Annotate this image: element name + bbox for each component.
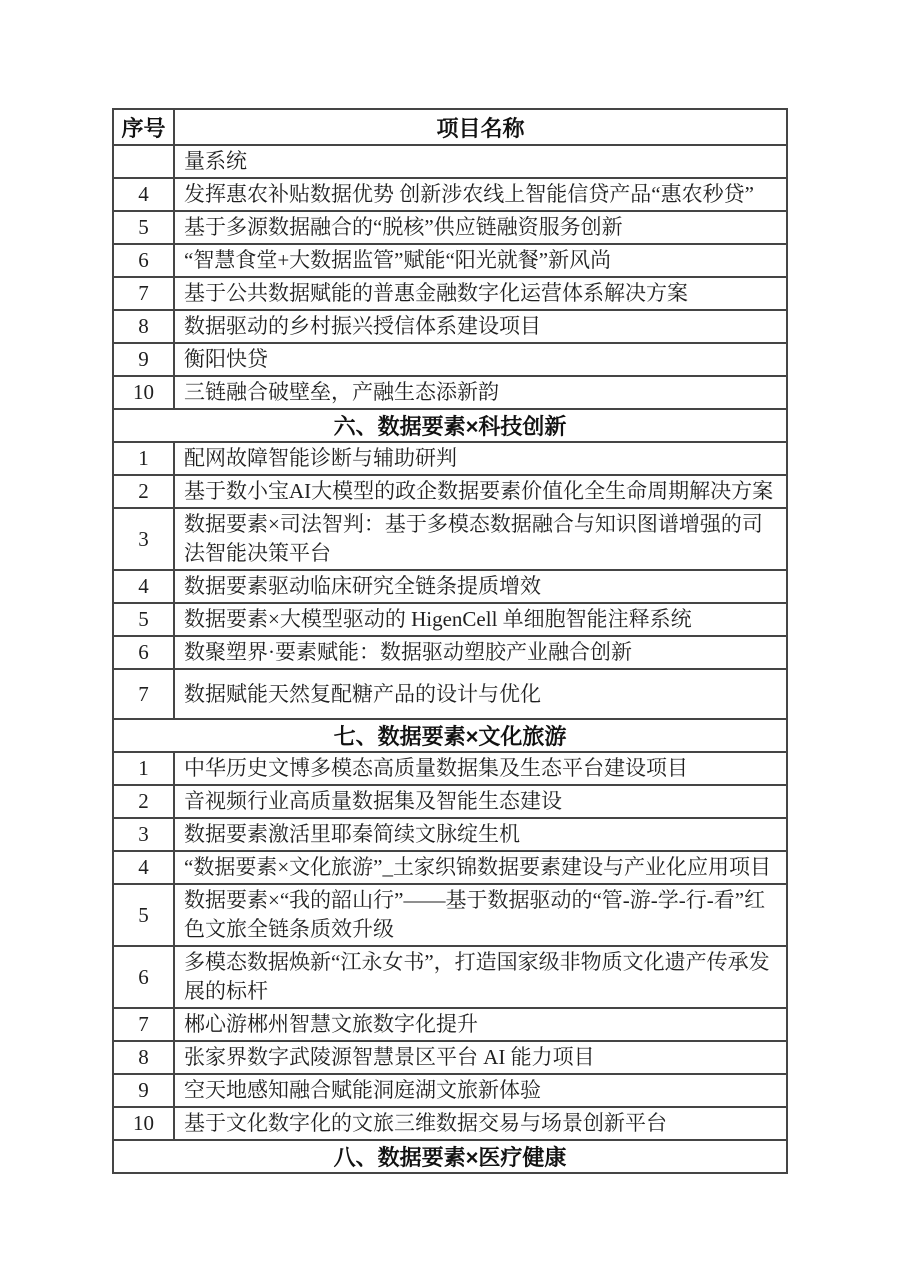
serial-number-cell: 5 (113, 603, 174, 636)
project-name-cell: 量系统 (174, 145, 787, 178)
serial-number-cell: 4 (113, 570, 174, 603)
project-name-cell: 基于文化数字化的文旅三维数据交易与场景创新平台 (174, 1107, 787, 1140)
table-row (113, 570, 787, 603)
project-name-cell: 张家界数字武陵源智慧景区平台 AI 能力项目 (174, 1041, 787, 1074)
project-name-cell: “数据要素×文化旅游”_土家织锦数据要素建设与产业化应用项目 (174, 851, 787, 884)
serial-number-cell: 4 (113, 851, 174, 884)
table-body (113, 145, 787, 1173)
serial-number-cell: 9 (113, 343, 174, 376)
project-name-cell: 郴心游郴州智慧文旅数字化提升 (174, 1008, 787, 1041)
project-name-cell: “智慧食堂+大数据监管”赋能“阳光就餐”新风尚 (174, 244, 787, 277)
serial-number-cell: 10 (113, 1107, 174, 1140)
section-header-row (113, 1140, 787, 1173)
section-header: 六、数据要素×科技创新 (113, 409, 787, 442)
table-row (113, 603, 787, 636)
table-row (113, 1041, 787, 1074)
section-header: 七、数据要素×文化旅游 (113, 719, 787, 752)
table-row (113, 785, 787, 818)
project-name-cell: 基于多源数据融合的“脱核”供应链融资服务创新 (174, 211, 787, 244)
table-row (113, 244, 787, 277)
section-header-row (113, 719, 787, 752)
table-row (113, 145, 787, 178)
table-row (113, 851, 787, 884)
serial-number-cell: 10 (113, 376, 174, 409)
project-name-cell: 配网故障智能诊断与辅助研判 (174, 442, 787, 475)
serial-number-cell: 8 (113, 310, 174, 343)
column-header-project-name: 项目名称 (174, 109, 787, 145)
serial-number-cell: 6 (113, 244, 174, 277)
serial-number-cell: 5 (113, 884, 174, 946)
project-name-cell: 中华历史文博多模态高质量数据集及生态平台建设项目 (174, 752, 787, 785)
project-name-cell: 数据驱动的乡村振兴授信体系建设项目 (174, 310, 787, 343)
table-row (113, 442, 787, 475)
serial-number-cell: 2 (113, 475, 174, 508)
table-row (113, 1107, 787, 1140)
project-name-cell: 数据要素×“我的韶山行”——基于数据驱动的“管-游-学-行-看”红色文旅全链条质效升级 (174, 884, 787, 946)
serial-number-cell: 2 (113, 785, 174, 818)
serial-number-cell (113, 145, 174, 178)
table-row (113, 376, 787, 409)
table-row (113, 343, 787, 376)
table-row (113, 818, 787, 851)
serial-number-cell: 8 (113, 1041, 174, 1074)
table-row (113, 669, 787, 719)
serial-number-cell: 7 (113, 1008, 174, 1041)
serial-number-cell: 7 (113, 669, 174, 719)
table-row (113, 211, 787, 244)
table-row (113, 636, 787, 669)
project-name-cell: 衡阳快贷 (174, 343, 787, 376)
project-name-cell: 数聚塑界·要素赋能：数据驱动塑胶产业融合创新 (174, 636, 787, 669)
project-name-cell: 数据要素驱动临床研究全链条提质增效 (174, 570, 787, 603)
project-name-cell: 音视频行业高质量数据集及智能生态建设 (174, 785, 787, 818)
table-header-row (113, 109, 787, 145)
serial-number-cell: 7 (113, 277, 174, 310)
project-name-cell: 基于公共数据赋能的普惠金融数字化运营体系解决方案 (174, 277, 787, 310)
project-name-cell: 数据要素×大模型驱动的 HigenCell 单细胞智能注释系统 (174, 603, 787, 636)
column-header-serial: 序号 (113, 109, 174, 145)
serial-number-cell: 6 (113, 636, 174, 669)
serial-number-cell: 6 (113, 946, 174, 1008)
project-name-cell: 基于数小宝AI大模型的政企数据要素价值化全生命周期解决方案 (174, 475, 787, 508)
table-row (113, 508, 787, 570)
serial-number-cell: 1 (113, 752, 174, 785)
serial-number-cell: 3 (113, 508, 174, 570)
table-row (113, 884, 787, 946)
table-row (113, 277, 787, 310)
table-row (113, 475, 787, 508)
serial-number-cell: 9 (113, 1074, 174, 1107)
table-row (113, 310, 787, 343)
serial-number-cell: 1 (113, 442, 174, 475)
serial-number-cell: 3 (113, 818, 174, 851)
project-name-cell: 数据赋能天然复配糖产品的设计与优化 (174, 669, 787, 719)
project-name-cell: 三链融合破壁垒，产融生态添新韵 (174, 376, 787, 409)
serial-number-cell: 5 (113, 211, 174, 244)
project-name-cell: 多模态数据焕新“江永女书”，打造国家级非物质文化遗产传承发展的标杆 (174, 946, 787, 1008)
table-row (113, 1008, 787, 1041)
table-row (113, 1074, 787, 1107)
projects-table (112, 108, 788, 1174)
project-name-cell: 数据要素激活里耶秦简续文脉绽生机 (174, 818, 787, 851)
project-name-cell: 发挥惠农补贴数据优势 创新涉农线上智能信贷产品“惠农秒贷” (174, 178, 787, 211)
table-row (113, 946, 787, 1008)
serial-number-cell: 4 (113, 178, 174, 211)
project-name-cell: 数据要素×司法智判：基于多模态数据融合与知识图谱增强的司法智能决策平台 (174, 508, 787, 570)
section-header-row (113, 409, 787, 442)
table-row (113, 178, 787, 211)
section-header: 八、数据要素×医疗健康 (113, 1140, 787, 1173)
project-name-cell: 空天地感知融合赋能洞庭湖文旅新体验 (174, 1074, 787, 1107)
table-row (113, 752, 787, 785)
